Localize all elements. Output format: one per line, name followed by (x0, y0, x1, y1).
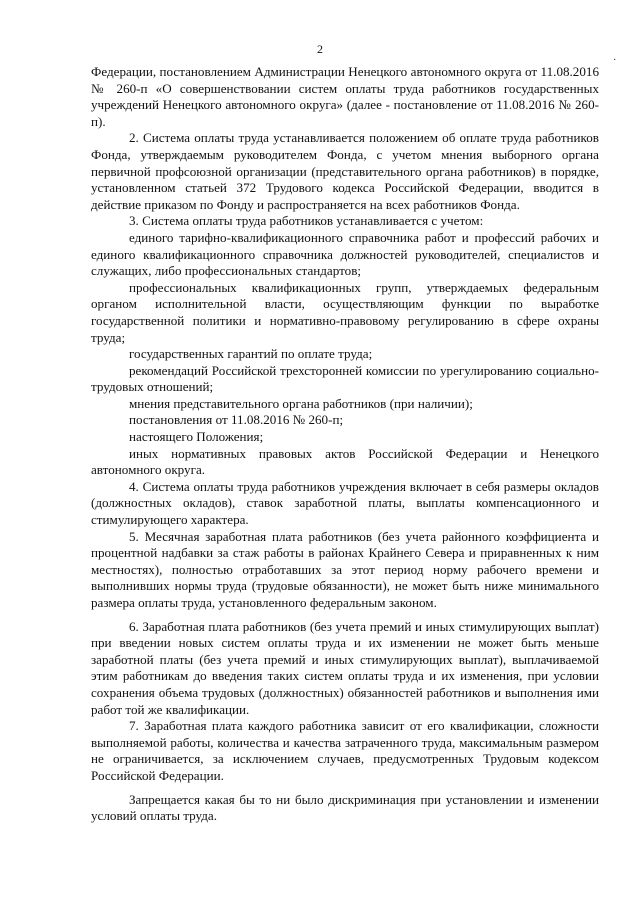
paragraph-clause-7: 7. Заработная плата каждого работника зависит от его квалификации, сложности выполняемой работы, количества и качества затраченного труда, максимальным размером не ограничивается, за исключением случаев, предусмотренных Трудовым кодексом Российской Федерации. (91, 718, 599, 783)
document-body (91, 64, 599, 825)
paragraph-continuation: Федерации, постановлением Администрации Ненецкого автономного округа от 11.08.2016 № 260-п «О совершенствовании систем оплаты труда работников государственных учреждений Ненецкого автономного округа» (далее - постановление от 11.08.2016 № 260-п). (91, 64, 599, 129)
list-item-commission-recommendations: рекомендаций Российской трехсторонней комиссии по урегулированию социально-трудовых отношений; (91, 362, 599, 395)
corner-mark: . (613, 52, 616, 63)
list-item-other-acts: иных нормативных правовых актов Российской Федерации и Ненецкого автономного округа. (91, 445, 599, 478)
list-item-this-regulation: настоящего Положения; (129, 429, 264, 445)
paragraph-discrimination: Запрещается какая бы то ни было дискриминация при установлении и изменении условий оплаты труда. (91, 791, 599, 824)
paragraph-clause-4: 4. Система оплаты труда работников учреждения включает в себя размеры окладов (должностных окладов), ставок заработной платы, выплаты компенсационного и стимулирующего характера. (91, 478, 599, 528)
paragraph-clause-5: 5. Месячная заработная плата работников (без учета районного коэффициента и процентной надбавки за стаж работы в районах Крайнего Севера и приравненных к ним местностях), полностью отработавших за этот период норму рабочего времени и выполнивших нормы труда (трудовые обязанности), не может быть ниже минимального размера оплаты труда, установленного федеральным законом. (91, 528, 599, 610)
list-item-qualification-groups: профессиональных квалификационных групп, утверждаемых федеральным органом исполнительной власти, осуществляющим функции по выработке государственной политики и нормативно-правовому регулированию в сфере охраны труда; (91, 279, 599, 345)
list-item-tariff-handbook: единого тарифно-квалификационного справочника работ и профессий рабочих и единого квалификационного справочника должностей руководителей, специалистов и служащих, либо профессиональных стандартов; (91, 229, 599, 279)
paragraph-clause-2: 2. Система оплаты труда устанавливается положением об оплате труда работников Фонда, утверждаемым руководителем Фонда, с учетом мнения выборного органа первичной профсоюзной организации (представительного органа работников) в порядке, установленном статьей 372 Трудового кодекса Российской Федерации, вводится в действие приказом по Фонду и распространяется на всех работников Фонда. (91, 130, 599, 212)
list-item-representative-opinion: мнения представительного органа работников (при наличии); (129, 395, 473, 411)
list-item-resolution: постановления от 11.08.2016 № 260-п; (129, 412, 344, 428)
page-number: 2 (317, 42, 323, 56)
paragraph-clause-3: 3. Система оплаты труда работников устанавливается с учетом: (129, 213, 484, 229)
list-item-state-guarantees: государственных гарантий по оплате труда; (129, 346, 373, 362)
paragraph-clause-6: 6. Заработная плата работников (без учета премий и иных стимулирующих выплат) при введении новых систем оплаты труда и их изменении не может быть меньше заработной платы (без учета премий и иных стимулирующих выплат), выплачиваемой этим работникам до введения таких систем оплаты труда и их изменения, при условии сохранения объема трудовых (должностных) обязанностей работников и выполнения ими работ той же квалификации. (91, 618, 599, 717)
